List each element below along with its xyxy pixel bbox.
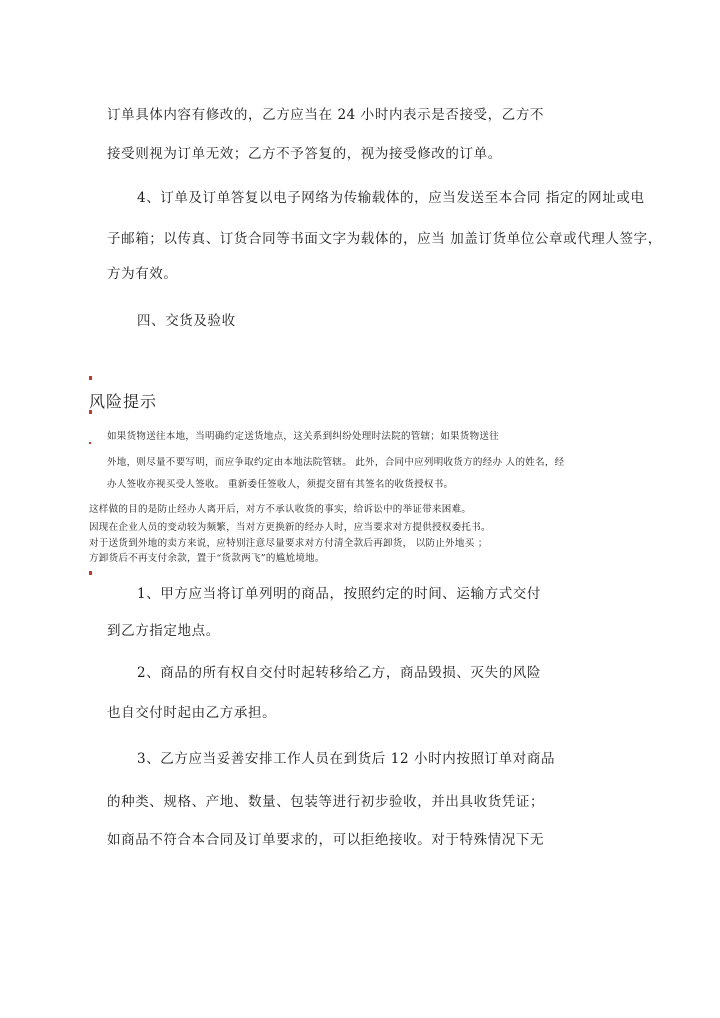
clause-4-line-1: 4、订单及订单答复以电子网络为传输载体的，应当发送至本合同 指定的网址或电 — [137, 190, 645, 206]
risk-line-2: 外地，则尽量不要写明，而应争取约定由本地法院管辖。 此外，合同中应列明收货方的经办 人的姓名，经 — [107, 457, 565, 468]
delivery-1-line-2: 到乙方指定地点。 — [107, 623, 220, 639]
risk-title: 风险提示 — [89, 392, 158, 411]
risk-line-3: 办人签收亦视买受人签收。 重新委任签收人，须提交留有其签名的收货授权书。 — [107, 479, 454, 490]
clause-3-line-1: 订单具体内容有修改的，乙方应当在 24 小时内表示是否接受，乙方不 — [107, 107, 545, 123]
delivery-3-line-2: 的种类、规格、产地、数量、包装等进行初步验收，并出具收货凭证； — [107, 794, 545, 810]
risk-line-1: 如果货物送往本地，当明确约定送货地点，这关系到纠纷处理时法院的管辖；如果货物送往 — [107, 431, 500, 442]
delivery-2-line-2: 也自交付时起由乙方承担。 — [107, 705, 277, 721]
delivery-3-line-3: 如商品不符合本合同及订单要求的，可以拒绝接收。对于特殊情况下无 — [107, 832, 545, 848]
risk-line-6: 对于送货到外地的卖方来说，应特别注意尽量要求对方付清全款后再卸货， 以防止外地买 ； — [89, 538, 488, 549]
risk-line-4: 这样做的目的是防止经办人离开后，对方不承认收货的事实，给诉讼中的举证带来困难。 — [89, 504, 472, 515]
clause-4-line-2: 子邮箱；以传真、订货合同等书面文字为载体的，应当 加盖订货单位公章或代理人签字， — [107, 231, 662, 247]
risk-line-5: 因现在企业人员的变动较为频繁，当对方更换新的经办人时，应当要求对方提供授权委托书。 — [89, 522, 491, 533]
delivery-3-line-1: 3、乙方应当妥善安排工作人员在到货后 12 小时内按照订单对商品 — [137, 751, 556, 767]
margin-marker — [89, 376, 92, 380]
clause-4-line-3: 方为有效。 — [107, 266, 178, 282]
delivery-1-line-1: 1、甲方应当将订单列明的商品，按照约定的时间、运输方式交付 — [137, 586, 541, 602]
clause-3-line-2: 接受则视为订单无效；乙方不予答复的，视为接受修改的订单。 — [107, 146, 502, 162]
margin-marker — [89, 442, 91, 444]
risk-line-7: 方卸货后不再支付余款，置于“货款两飞”的尴尬境地。 — [89, 553, 325, 564]
margin-marker — [89, 571, 92, 575]
section-4-title: 四、交货及验收 — [137, 313, 236, 329]
delivery-2-line-1: 2、商品的所有权自交付时起转移给乙方，商品毁损、灭失的风险 — [137, 665, 541, 681]
